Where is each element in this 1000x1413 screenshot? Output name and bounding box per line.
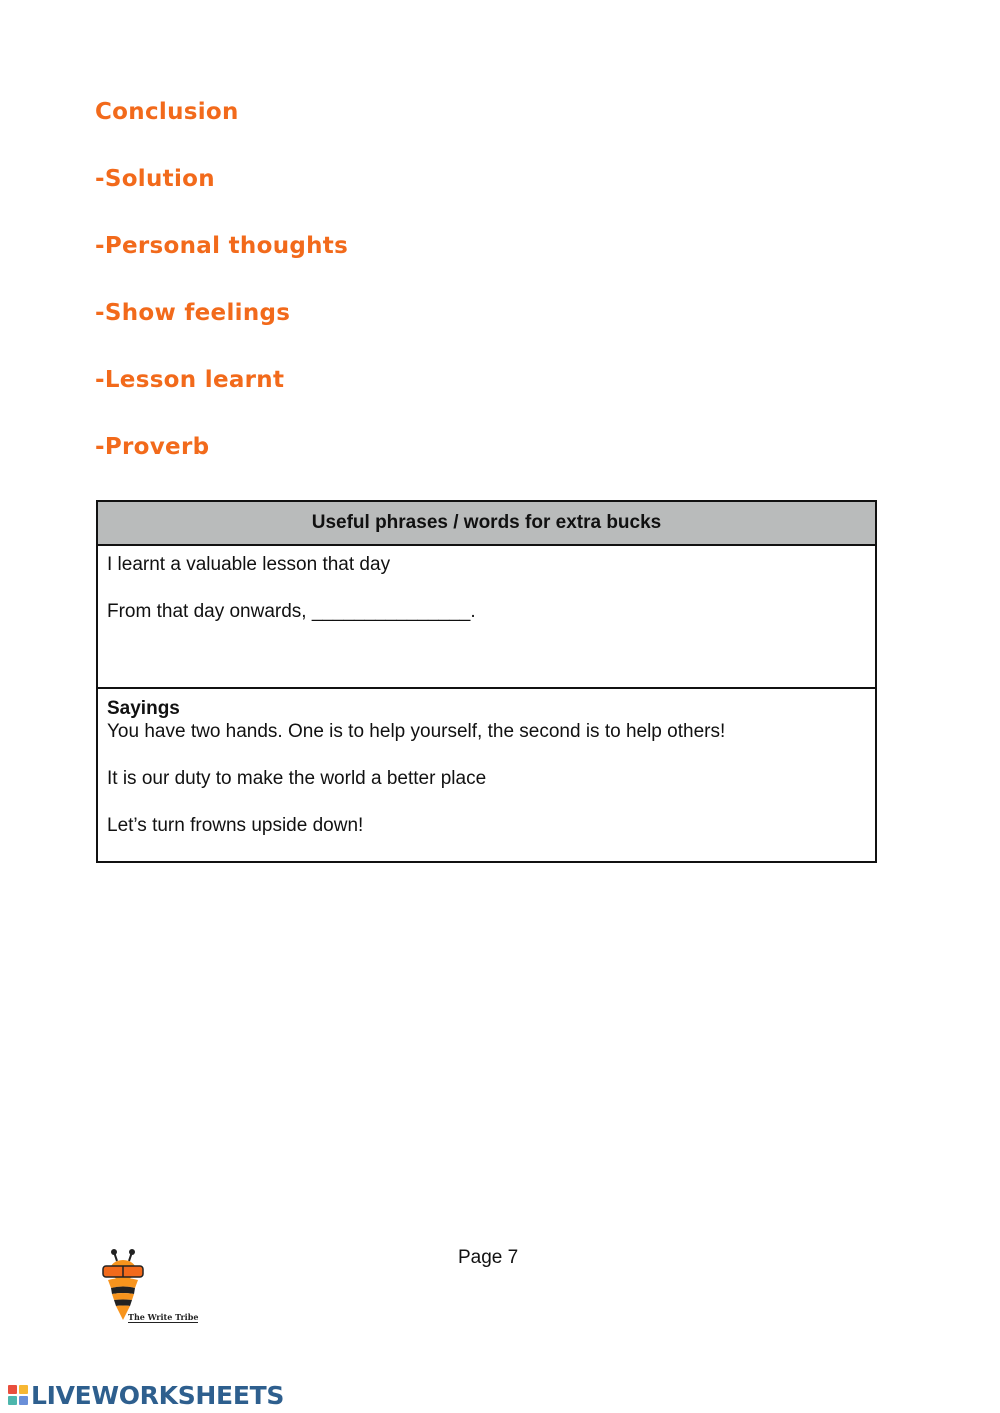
saying-line: Let’s turn frowns upside down! [107, 815, 364, 836]
table-header: Useful phrases / words for extra bucks [98, 502, 875, 546]
outline-list [95, 96, 348, 498]
outline-item-personal-thoughts: -Personal thoughts [95, 233, 349, 259]
outline-item-solution: -Solution [95, 166, 215, 192]
phrases-cell [98, 546, 875, 689]
phrase-line: From that day onwards, _______________. [107, 601, 476, 622]
saying-line: You have two hands. One is to help yourself, the second is to help others! [107, 721, 726, 742]
liveworksheets-logo-icon [8, 1385, 28, 1405]
watermark-text: LIVEWORKSHEETS [31, 1380, 285, 1410]
liveworksheets-watermark [8, 1380, 284, 1410]
outline-item-show-feelings: -Show feelings [95, 300, 291, 326]
useful-phrases-table [96, 500, 877, 863]
page-number: Page 7 [458, 1247, 519, 1268]
phrase-line: I learnt a valuable lesson that day [107, 554, 391, 575]
outline-heading-conclusion: Conclusion [95, 99, 239, 125]
sayings-cell [98, 689, 875, 861]
outline-item-proverb: -Proverb [95, 434, 210, 460]
saying-line: It is our duty to make the world a better place [107, 768, 487, 789]
outline-item-lesson-learnt: -Lesson learnt [95, 367, 285, 393]
sayings-title: Sayings [107, 698, 180, 719]
logo-text: The Write Tribe [128, 1312, 199, 1322]
write-tribe-logo [97, 1248, 209, 1328]
